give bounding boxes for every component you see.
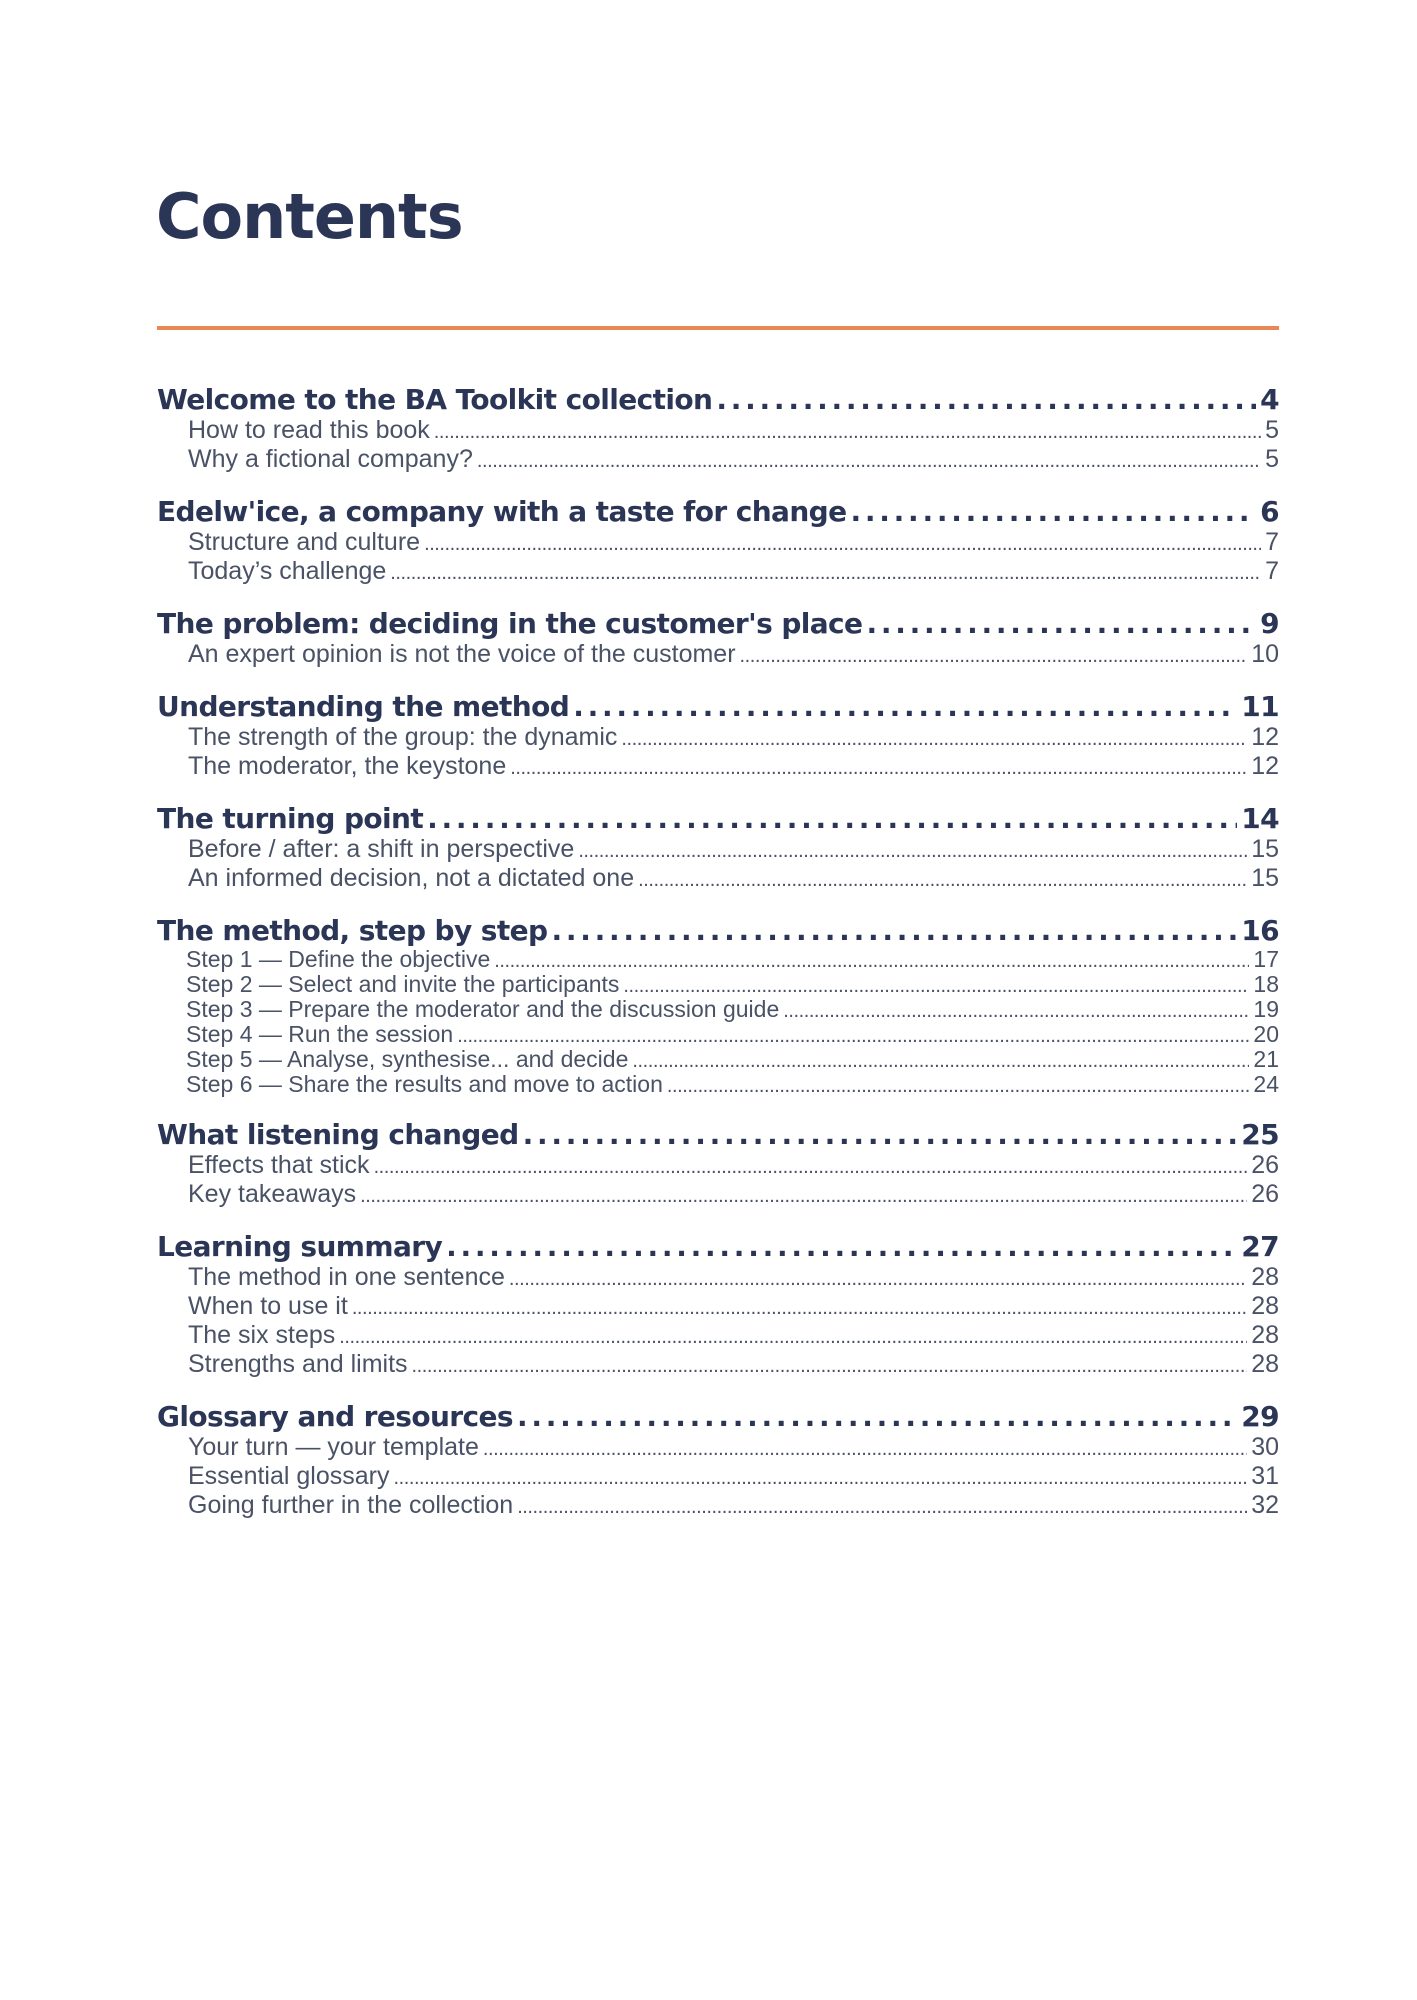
toc-section: [157, 915, 1279, 1097]
toc-subentry-title: Step 3 — Prepare the moderator and the discussion guide: [186, 997, 780, 1022]
toc-chapter-entry[interactable]: [157, 1401, 1279, 1433]
toc-chapter-title: Welcome to the BA Toolkit collection: [157, 384, 713, 416]
dot-leader: [339, 1321, 1247, 1350]
toc-subentry-page: 28: [1251, 1350, 1279, 1378]
dot-leader: [551, 915, 1237, 947]
dot-leader: [477, 445, 1261, 474]
toc-chapter-page: 14: [1241, 803, 1279, 835]
dot-leader: [427, 803, 1237, 835]
toc-chapter-page: 16: [1241, 915, 1279, 947]
dot-leader: [517, 1491, 1247, 1520]
toc-subentry-page: 21: [1253, 1047, 1279, 1072]
dot-leader: [393, 1462, 1247, 1491]
toc-subentry-title: Why a fictional company?: [188, 445, 473, 473]
toc-chapter-page: 11: [1241, 691, 1279, 723]
dot-leader: [412, 1350, 1248, 1379]
toc-subentry-title: Step 1 — Define the objective: [186, 947, 491, 972]
toc-subentry[interactable]: [157, 557, 1279, 586]
toc-subentry-title: Step 6 — Share the results and move to action: [186, 1072, 663, 1097]
toc-subentry[interactable]: [157, 416, 1279, 445]
toc-chapter-page: 4: [1260, 384, 1279, 416]
toc-subentry[interactable]: [157, 1047, 1279, 1072]
toc-chapter-entry[interactable]: [157, 496, 1279, 528]
toc-subentry-page: 30: [1251, 1433, 1279, 1461]
toc-subentry[interactable]: [157, 1350, 1279, 1379]
toc-chapter-page: 27: [1241, 1231, 1279, 1263]
toc-subentry-page: 32: [1251, 1491, 1279, 1519]
dot-leader: [578, 835, 1247, 864]
toc-subentry-title: The six steps: [188, 1321, 336, 1349]
dot-leader: [632, 1047, 1249, 1072]
toc-subentry-page: 7: [1265, 528, 1279, 556]
toc-subentry-page: 18: [1253, 972, 1279, 997]
dot-leader: [374, 1151, 1248, 1180]
dot-leader: [716, 384, 1256, 416]
dot-leader: [483, 1433, 1247, 1462]
toc-subentry-title: Structure and culture: [188, 528, 421, 556]
toc-subentry[interactable]: [157, 997, 1279, 1022]
dot-leader: [446, 1231, 1237, 1263]
toc-subentry-page: 28: [1251, 1321, 1279, 1349]
toc-subentry-title: The strength of the group: the dynamic: [188, 723, 618, 751]
toc-subentry[interactable]: [157, 1491, 1279, 1520]
toc-subentry-page: 15: [1251, 835, 1279, 863]
toc-subentry-title: Before / after: a shift in perspective: [188, 835, 575, 863]
dot-leader: [517, 1401, 1237, 1433]
toc-chapter-title: Edelw'ice, a company with a taste for change: [157, 496, 847, 528]
toc-subentry-title: Step 2 — Select and invite the participants: [186, 972, 620, 997]
toc-chapter-entry[interactable]: [157, 384, 1279, 416]
toc-subentry[interactable]: [157, 972, 1279, 997]
toc-subentry-page: 28: [1251, 1263, 1279, 1291]
toc-chapter-title: Understanding the method: [157, 691, 570, 723]
toc-subentry-title: Key takeaways: [188, 1180, 357, 1208]
dot-leader: [494, 947, 1249, 972]
toc-subentry[interactable]: [157, 1321, 1279, 1350]
dot-leader: [621, 723, 1247, 752]
dot-leader: [510, 752, 1247, 781]
dot-leader: [434, 416, 1261, 445]
toc-subentry[interactable]: [157, 445, 1279, 474]
table-of-contents: [157, 384, 1279, 1520]
toc-chapter-entry[interactable]: [157, 1119, 1279, 1151]
toc-subentry-title: When to use it: [188, 1292, 348, 1320]
toc-subentry[interactable]: [157, 528, 1279, 557]
toc-chapter-entry[interactable]: [157, 608, 1279, 640]
toc-subentry[interactable]: [157, 1022, 1279, 1047]
toc-subentry-page: 28: [1251, 1292, 1279, 1320]
toc-subentry-page: 20: [1253, 1022, 1279, 1047]
toc-chapter-entry[interactable]: [157, 691, 1279, 723]
toc-subentry-title: Strengths and limits: [188, 1350, 408, 1378]
toc-subentry[interactable]: [157, 947, 1279, 972]
toc-subentry-title: How to read this book: [188, 416, 430, 444]
dot-leader: [390, 557, 1261, 586]
toc-subentry-title: Step 5 — Analyse, synthesise... and decide: [186, 1047, 629, 1072]
toc-subentry-title: An expert opinion is not the voice of the customer: [188, 640, 736, 668]
toc-subentry-title: Today’s challenge: [188, 557, 387, 585]
toc-section: [157, 1401, 1279, 1520]
toc-subentry[interactable]: [157, 1433, 1279, 1462]
toc-subentry-title: Going further in the collection: [188, 1491, 514, 1519]
toc-chapter-page: 25: [1241, 1119, 1279, 1151]
toc-subentry-page: 19: [1253, 997, 1279, 1022]
toc-subentry[interactable]: [157, 640, 1279, 669]
toc-subentry-title: An informed decision, not a dictated one: [188, 864, 635, 892]
dot-leader: [740, 640, 1248, 669]
toc-chapter-title: The problem: deciding in the customer's place: [157, 608, 863, 640]
toc-chapter-entry[interactable]: [157, 1231, 1279, 1263]
toc-subentry-page: 12: [1251, 752, 1279, 780]
toc-subentry-page: 12: [1251, 723, 1279, 751]
toc-chapter-page: 6: [1260, 496, 1279, 528]
dot-leader: [352, 1292, 1247, 1321]
toc-chapter-title: What listening changed: [157, 1119, 519, 1151]
toc-subentry-page: 26: [1251, 1151, 1279, 1179]
toc-subentry-page: 5: [1265, 445, 1279, 473]
toc-chapter-title: The method, step by step: [157, 915, 548, 947]
dot-leader: [523, 1119, 1238, 1151]
toc-subentry-title: Essential glossary: [188, 1462, 390, 1490]
toc-subentry-page: 26: [1251, 1180, 1279, 1208]
dot-leader: [667, 1072, 1250, 1097]
dot-leader: [457, 1022, 1249, 1047]
toc-subentry[interactable]: [157, 723, 1279, 752]
dot-leader: [509, 1263, 1247, 1292]
toc-subentry-title: Effects that stick: [188, 1151, 370, 1179]
toc-subentry[interactable]: [157, 1462, 1279, 1491]
toc-subentry-page: 15: [1251, 864, 1279, 892]
toc-section: [157, 1231, 1279, 1379]
toc-subentry-page: 31: [1251, 1462, 1279, 1490]
toc-subentry[interactable]: [157, 1180, 1279, 1209]
toc-subentry[interactable]: [157, 864, 1279, 893]
dot-leader: [638, 864, 1247, 893]
dot-leader: [851, 496, 1257, 528]
toc-subentry-title: The moderator, the keystone: [188, 752, 507, 780]
toc-chapter-title: Learning summary: [157, 1231, 443, 1263]
toc-subentry-page: 10: [1251, 640, 1279, 668]
toc-section: [157, 691, 1279, 781]
toc-chapter-entry[interactable]: [157, 915, 1279, 947]
toc-chapter-title: Glossary and resources: [157, 1401, 513, 1433]
toc-subentry-page: 7: [1265, 557, 1279, 585]
toc-subentry[interactable]: [157, 1263, 1279, 1292]
toc-section: [157, 384, 1279, 474]
dot-leader: [623, 972, 1249, 997]
page-title: Contents: [156, 180, 463, 253]
dot-leader: [573, 691, 1237, 723]
toc-subentry-title: Your turn — your template: [188, 1433, 479, 1461]
toc-subentry-title: The method in one sentence: [188, 1263, 505, 1291]
toc-chapter-page: 9: [1260, 608, 1279, 640]
toc-subentry[interactable]: [157, 752, 1279, 781]
toc-section: [157, 803, 1279, 893]
toc-subentry-page: 17: [1253, 947, 1279, 972]
toc-section: [157, 496, 1279, 586]
toc-section: [157, 1119, 1279, 1209]
toc-subentry[interactable]: [157, 835, 1279, 864]
toc-chapter-title: The turning point: [157, 803, 424, 835]
toc-subentry[interactable]: [157, 1072, 1279, 1097]
title-divider: [157, 326, 1279, 330]
toc-chapter-entry[interactable]: [157, 803, 1279, 835]
toc-subentry[interactable]: [157, 1292, 1279, 1321]
toc-subentry-page: 24: [1253, 1072, 1279, 1097]
toc-subentry[interactable]: [157, 1151, 1279, 1180]
toc-subentry-title: Step 4 — Run the session: [186, 1022, 454, 1047]
toc-section: [157, 608, 1279, 669]
toc-chapter-page: 29: [1241, 1401, 1279, 1433]
dot-leader: [866, 608, 1256, 640]
dot-leader: [783, 997, 1249, 1022]
dot-leader: [424, 528, 1261, 557]
toc-subentry-page: 5: [1265, 416, 1279, 444]
dot-leader: [360, 1180, 1247, 1209]
